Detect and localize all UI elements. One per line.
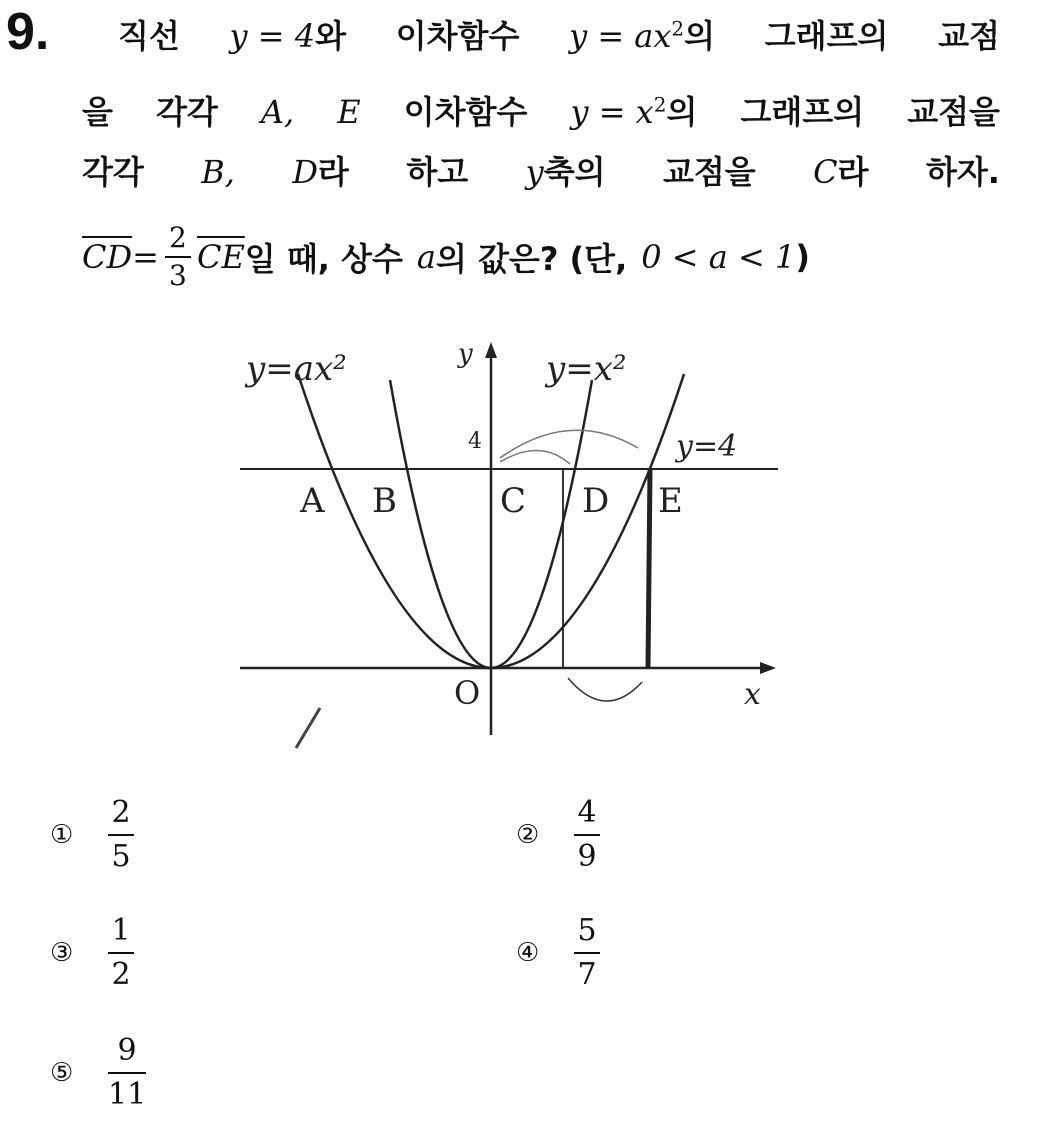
choice-fraction (108, 1030, 146, 1116)
math-point-b: B, (201, 153, 235, 191)
denominator: 7 (577, 957, 597, 992)
question-line-1 (118, 14, 1000, 58)
choice-mark: ③ (50, 938, 74, 968)
condition: 0 < a < 1 (641, 238, 796, 276)
segment-cd: $\overline{CD}$ (82, 238, 133, 276)
text: 하고 (406, 153, 469, 191)
choice-mark: ⑤ (50, 1058, 74, 1088)
arrow-x-icon (760, 662, 776, 674)
arrow-y-icon (485, 342, 497, 358)
text: 교점 (938, 17, 1000, 55)
text: 각각 (156, 93, 218, 131)
text: 직선 (118, 17, 180, 55)
handwritten-bottom-arc-icon (568, 678, 642, 701)
choice-mark: ② (516, 820, 540, 850)
math-point-c: C (813, 153, 838, 191)
label-x2: y=x² (546, 349, 627, 389)
math-a: a (416, 238, 436, 276)
text: 이차함수 (403, 93, 528, 131)
question-number: 9. (6, 3, 50, 61)
denominator: 3 (169, 259, 187, 292)
numerator: 5 (577, 913, 597, 948)
choice-fraction (108, 910, 134, 996)
text: 라 (318, 153, 349, 191)
text: 그래프의 (764, 17, 889, 55)
text: 축의 (543, 153, 606, 191)
text: 하자. (925, 153, 1000, 191)
exponent: 2 (653, 92, 667, 117)
label-ax2: y=ax² (246, 349, 347, 389)
label-y-axis: y (458, 339, 473, 369)
math-y: y (525, 153, 544, 191)
question-line-2 (82, 90, 1000, 134)
math-point-a: A, (260, 93, 295, 131)
choice-fraction (574, 910, 600, 996)
choice-fraction (108, 792, 134, 878)
denominator: 2 (111, 957, 131, 992)
text: 각각 (82, 153, 144, 191)
point-e: E (658, 481, 683, 521)
math-line-eq: y = 4 (229, 17, 316, 55)
equals-sign: = (132, 238, 159, 276)
math-point-e: E (337, 93, 361, 131)
text: 교점을 (662, 153, 756, 191)
text: 의 (684, 17, 716, 55)
choice-fraction (574, 792, 600, 878)
handwritten-arc-small-icon (500, 450, 570, 464)
question-line-4 (82, 212, 810, 302)
origin-label: O (454, 674, 481, 712)
text: 교점을 (907, 93, 1000, 131)
text: 그래프의 (740, 93, 865, 131)
text: 라 (837, 153, 869, 191)
text: ) (795, 238, 810, 276)
denominator: 9 (577, 839, 597, 874)
choice-mark: ④ (516, 938, 540, 968)
math-parabola: y = x (570, 93, 654, 131)
numerator: 1 (111, 913, 131, 948)
text: 의 값은? (단, (435, 240, 628, 278)
dropline-e (648, 469, 650, 668)
choice-mark: ① (50, 820, 74, 850)
text: 이차함수 (395, 17, 520, 55)
pen-mark-icon (296, 708, 320, 748)
label-tick-4: 4 (468, 429, 482, 454)
denominator: 5 (111, 839, 131, 874)
text: 을 (82, 93, 113, 131)
text: 의 (666, 93, 698, 131)
question-line-3 (82, 150, 1000, 194)
choice-3[interactable] (50, 910, 140, 996)
point-d: D (582, 481, 610, 521)
choice-1[interactable] (50, 792, 140, 878)
label-x-axis: x (744, 677, 761, 712)
point-b: B (372, 481, 397, 521)
handwritten-arc-icon (500, 430, 638, 458)
choice-5[interactable] (50, 1030, 152, 1116)
numerator: 9 (117, 1033, 137, 1068)
fraction-two-thirds (165, 220, 191, 294)
point-c: C (500, 481, 527, 521)
point-a: A (300, 481, 325, 521)
segment-ce: $\overline{CE}$ (196, 238, 245, 276)
choice-4[interactable] (516, 910, 606, 996)
choice-2[interactable] (516, 792, 606, 878)
numerator: 2 (111, 795, 131, 830)
parabola-figure (210, 330, 790, 760)
denominator: 11 (108, 1077, 147, 1112)
math-point-d: D (292, 153, 319, 191)
text: 일 때, 상수 (244, 240, 403, 278)
numerator: 2 (169, 221, 187, 254)
math-parabola-a: y = ax (569, 17, 672, 55)
exponent: 2 (671, 16, 685, 41)
label-line-y4: y=4 (676, 429, 738, 464)
numerator: 4 (577, 795, 597, 830)
text: 와 (315, 17, 347, 55)
